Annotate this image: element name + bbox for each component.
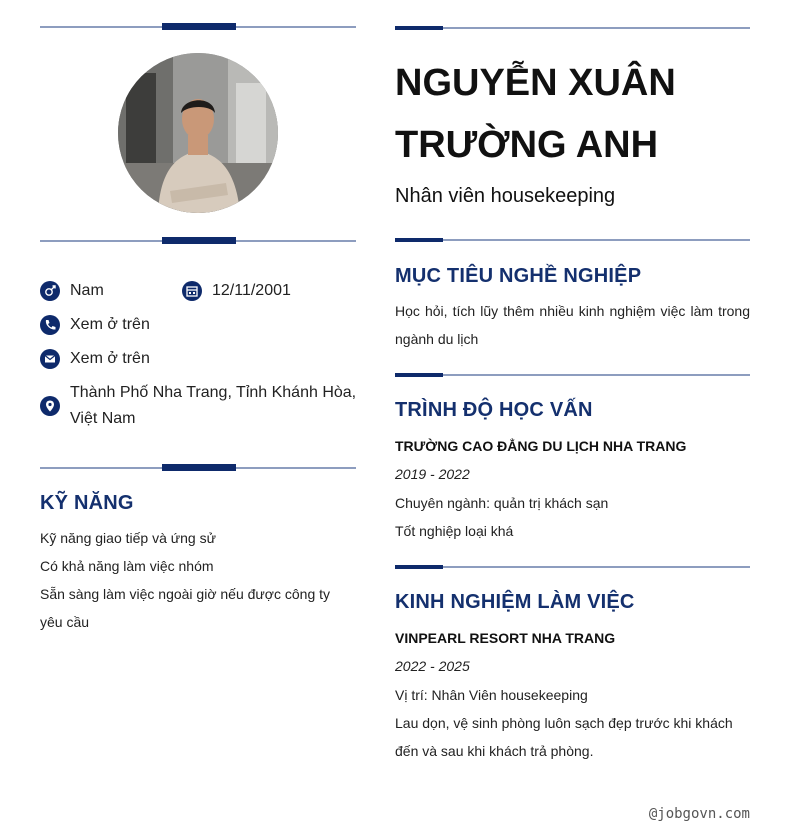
experience-period: 2022 - 2025 [395,658,470,674]
skill-item: Có khả năng làm việc nhóm [40,558,214,574]
skill-item: Kỹ năng giao tiếp và ứng sử [40,530,216,546]
experience-description: Lau dọn, vệ sinh phòng luôn sạch đẹp trước khi khách đến và sau khi khách trả phòng. [395,715,733,759]
location-icon [40,396,60,416]
address-value: Thành Phố Nha Trang, Tỉnh Khánh Hòa, Việt Nam [70,384,357,427]
profile-photo [118,53,278,213]
divider-top-left [40,26,356,28]
education-title: TRÌNH ĐỘ HỌC VẤN [395,399,593,421]
divider-above-education [395,374,750,376]
experience-position: Vị trí: Nhân Viên housekeeping [395,687,588,703]
objective-title: MỤC TIÊU NGHỀ NGHIỆP [395,265,642,287]
education-period: 2019 - 2022 [395,466,470,482]
email-value: Xem ở trên [70,350,150,367]
divider-above-skills [40,467,356,469]
education-major: Chuyên ngành: quản trị khách sạn [395,495,609,511]
skill-item: Sẵn sàng làm việc ngoài giờ nếu được công ty yêu cầu [40,586,331,630]
divider-above-objective [395,239,750,241]
company-name: VINPEARL RESORT NHA TRANG [395,630,616,646]
divider-below-photo [40,240,356,242]
calendar-icon [182,281,202,301]
candidate-name: NGUYỄN XUÂN TRƯỜNG ANH [395,62,676,166]
gender-value: Nam [70,282,104,299]
birthday-value: 12/11/2001 [212,282,291,299]
divider-top-right [395,27,750,29]
gender-icon [40,281,60,301]
divider-above-experience [395,566,750,568]
school-name: TRƯỜNG CAO ĐẲNG DU LỊCH NHA TRANG [395,438,687,454]
phone-value: Xem ở trên [70,316,150,333]
job-title: Nhân viên housekeeping [395,185,616,207]
email-icon [40,349,60,369]
experience-title: KINH NGHIỆM LÀM VIỆC [395,591,635,613]
profile-photo-image [118,53,278,213]
education-grade: Tốt nghiệp loại khá [395,523,514,539]
phone-icon [40,315,60,335]
skills-title: KỸ NĂNG [40,492,134,514]
watermark: @jobgovn.com [648,806,750,822]
objective-text: Học hỏi, tích lũy thêm nhiều kinh nghiệm việc làm trong ngành du lịch [395,303,750,347]
